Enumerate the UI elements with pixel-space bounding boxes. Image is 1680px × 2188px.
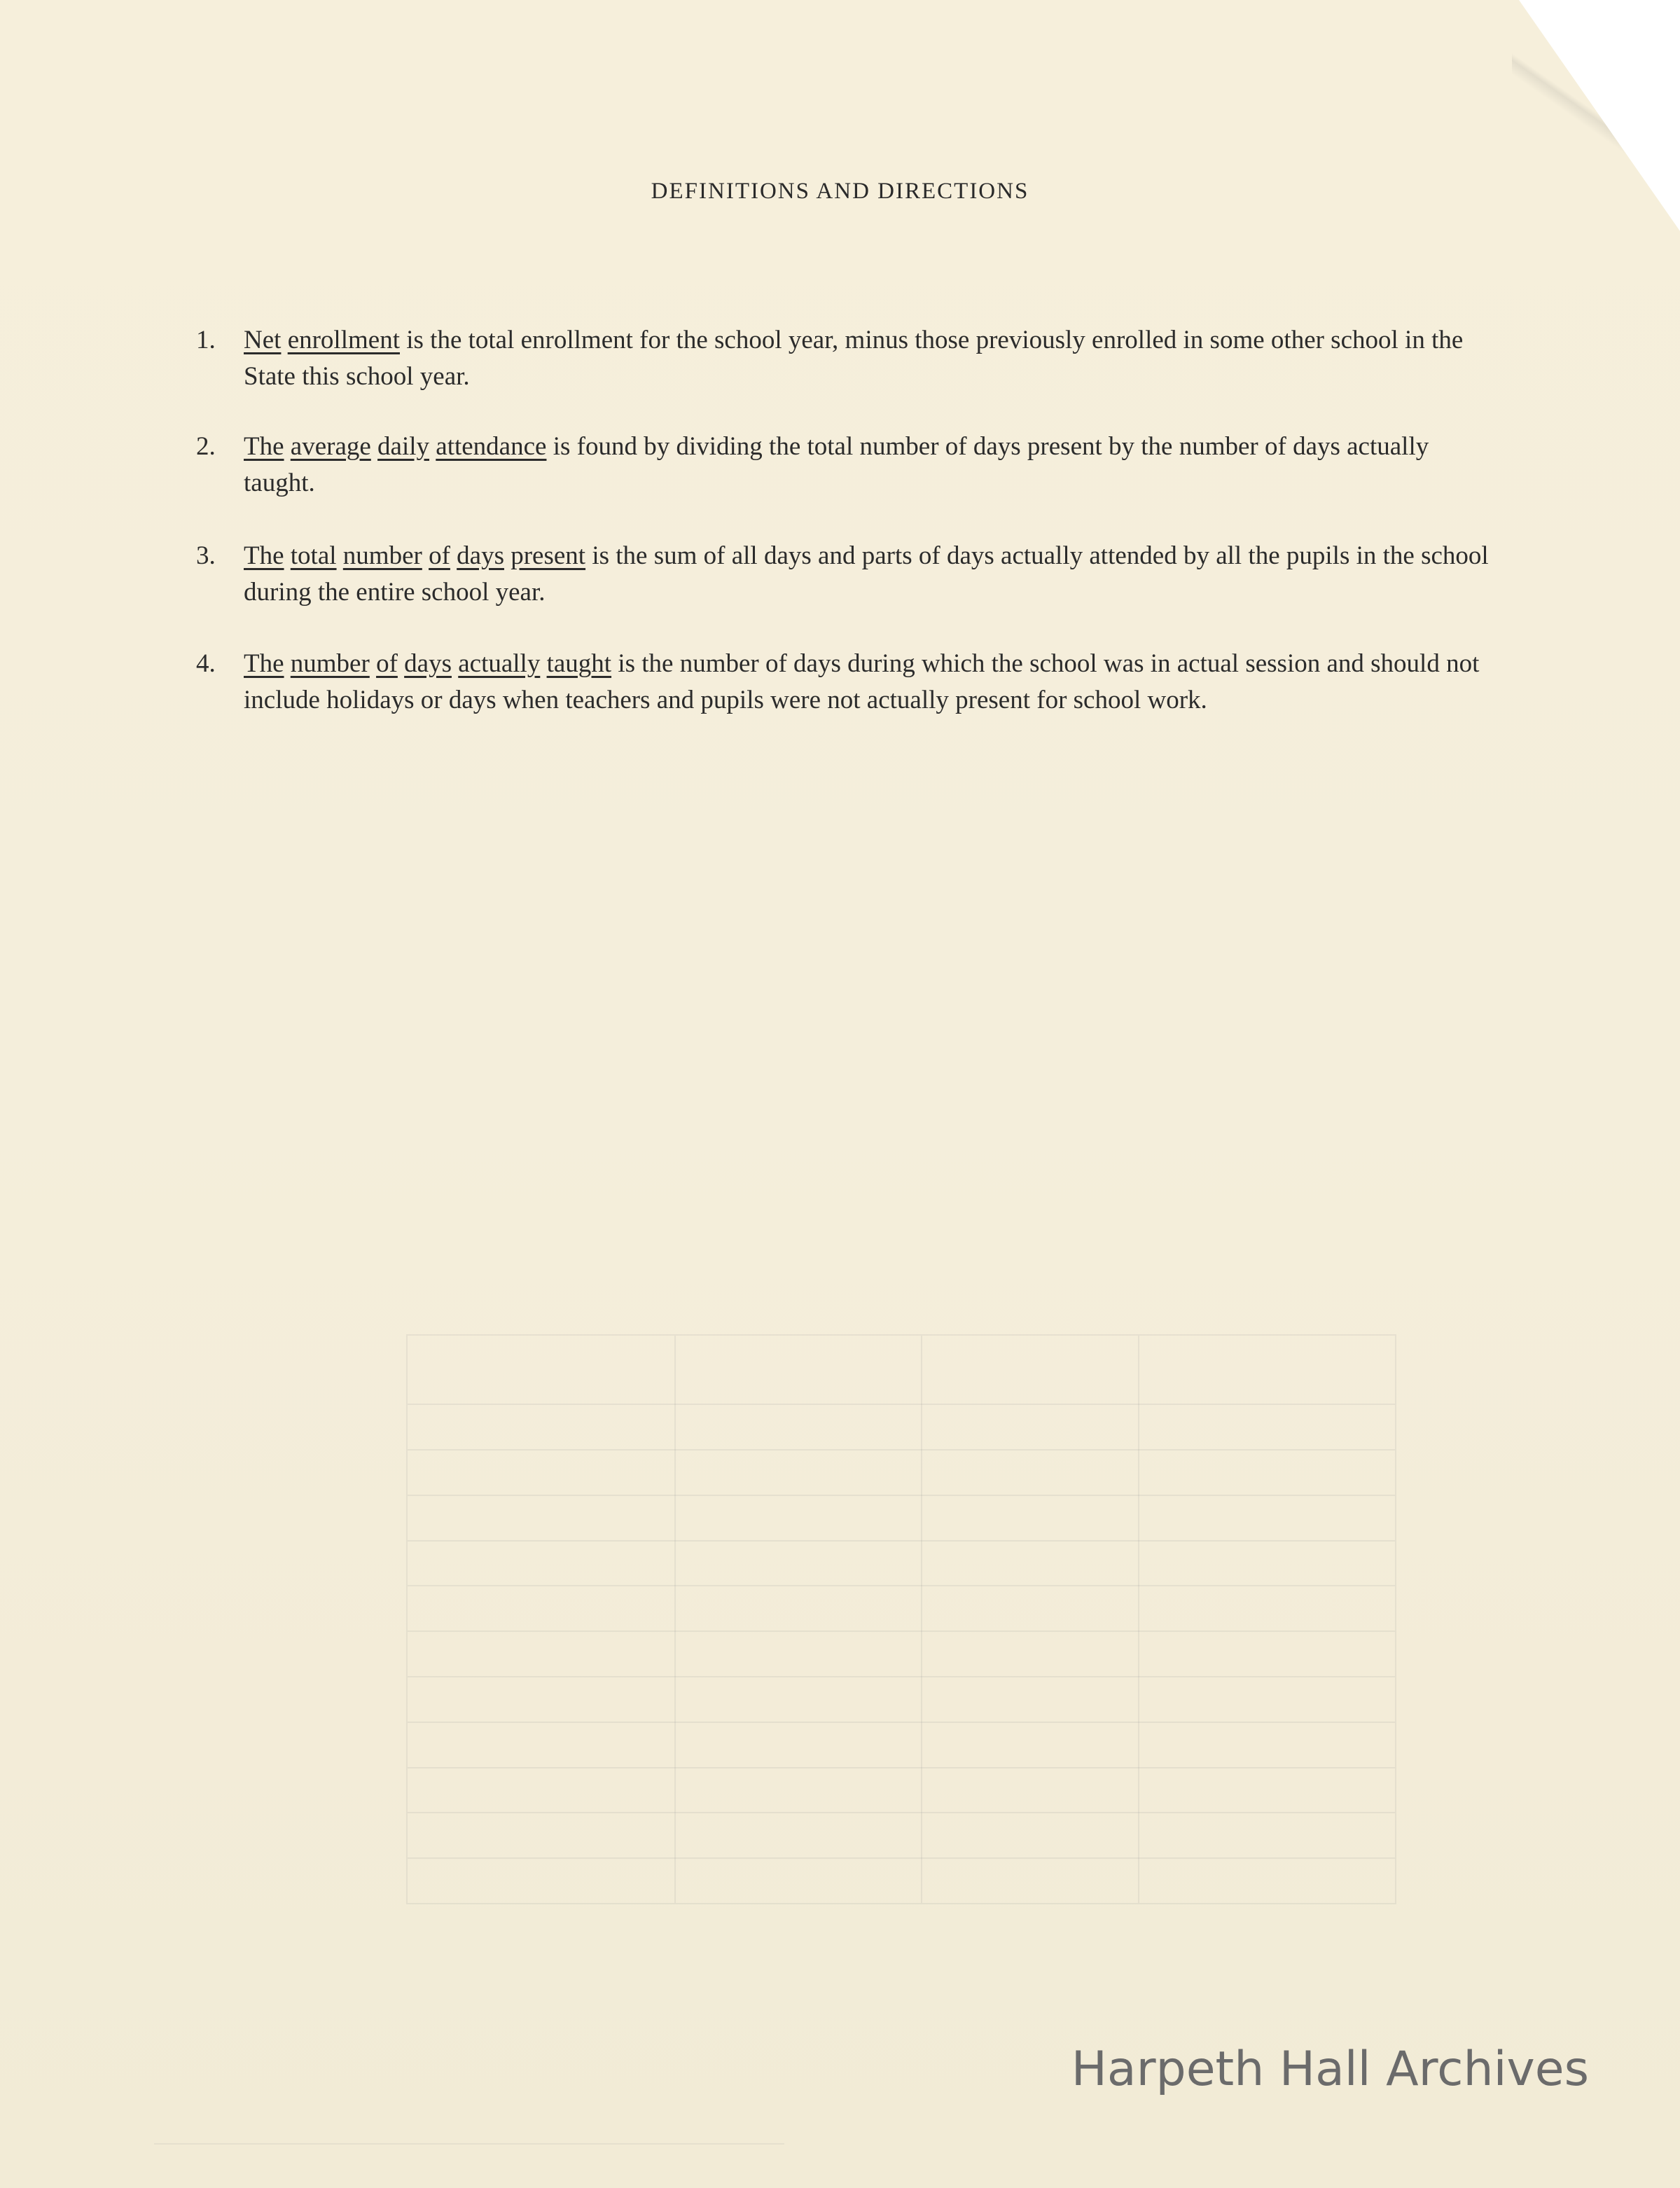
item-term-word: The xyxy=(244,541,284,570)
item-term-word: average xyxy=(290,432,371,461)
item-number: 4. xyxy=(196,649,216,678)
item-term-word: attendance xyxy=(436,432,547,461)
item-term-word: actually xyxy=(458,649,541,678)
item-number: 3. xyxy=(196,541,216,570)
item-term-word: days xyxy=(404,649,452,678)
archive-watermark: Harpeth Hall Archives xyxy=(1071,2042,1589,2097)
item-term-word: Net xyxy=(244,326,282,354)
bleed-through-table xyxy=(406,1334,1396,1904)
definition-item-2 xyxy=(196,429,1499,501)
item-text: is the number of days during which the school was in actual session and should not include holidays or days when teachers and pupils were not actually present for school work. xyxy=(244,649,1480,714)
item-number: 2. xyxy=(196,432,216,461)
item-term-word: enrollment xyxy=(287,326,400,354)
item-term-word: taught xyxy=(546,649,612,678)
item-term-word: The xyxy=(244,432,284,461)
item-term-word: total xyxy=(290,541,337,570)
item-term-word: number xyxy=(290,649,370,678)
item-term-word: number xyxy=(342,541,422,570)
definition-item-1 xyxy=(196,322,1499,395)
item-term-word: The xyxy=(244,649,284,678)
item-text: is the total enrollment for the school year, minus those previously enrolled in some other school in the State this school year. xyxy=(244,326,1464,391)
bleed-through-signature-line xyxy=(154,1961,784,2145)
definition-item-4 xyxy=(196,646,1499,719)
bleed-through-line xyxy=(133,137,1499,165)
item-term-word: of xyxy=(376,649,398,678)
item-term-word: present xyxy=(511,541,586,570)
definition-item-3 xyxy=(196,538,1499,611)
page-title: DEFINITIONS AND DIRECTIONS xyxy=(651,179,1029,204)
item-term-word: of xyxy=(429,541,450,570)
item-term-word: days xyxy=(457,541,504,570)
item-text: is the sum of all days and parts of days actually attended by all the pupils in the school during the entire school year. xyxy=(244,541,1489,607)
item-term-word: daily xyxy=(377,432,430,461)
item-text: is found by dividing the total number of days present by the number of days actually taught. xyxy=(244,432,1429,497)
item-number: 1. xyxy=(196,326,216,354)
